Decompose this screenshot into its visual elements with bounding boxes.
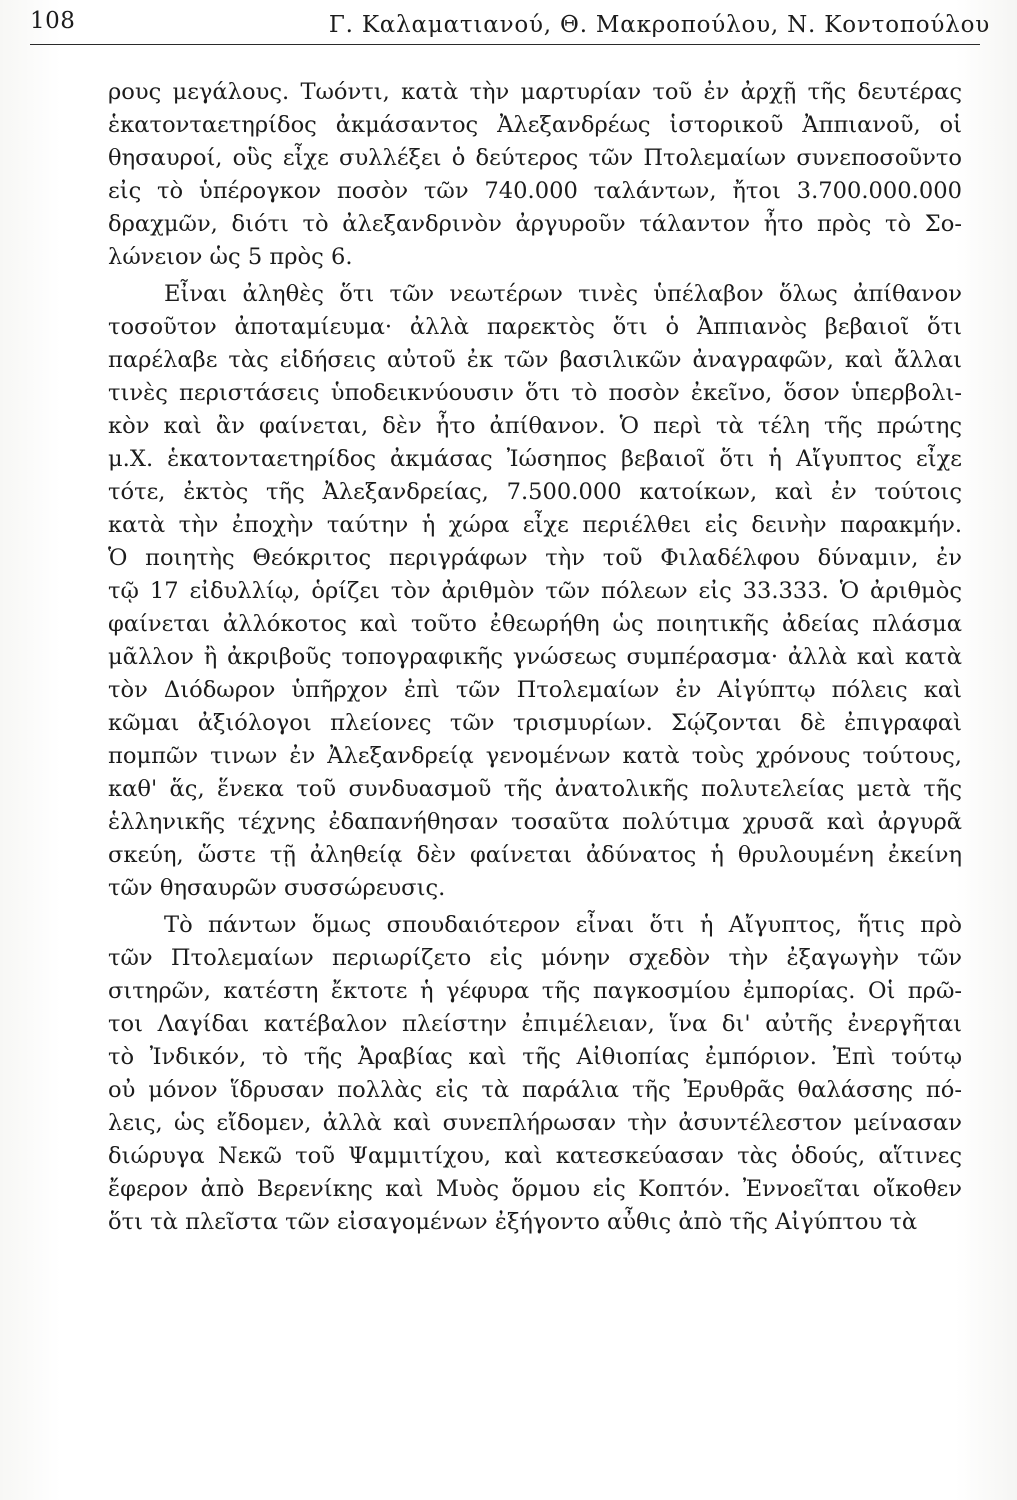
text-line: κῶμαι ἀξιόλογοι πλείονες τῶν τρισμυρίων. Σῴζονται δὲ ἐπιγραφαὶ <box>108 710 962 736</box>
text-line: ὅτι τὰ πλεῖστα τῶν εἰσαγομένων ἐξήγοντο αὖθις ἀπὸ τῆς Αἰγύπτου τὰ <box>108 1209 918 1235</box>
text-line: εἰς τὸ ὑπέρογκον ποσὸν τῶν 740.000 ταλάντων, ἤτοι 3.700.000.000 <box>108 178 962 204</box>
text-line: λεις, ὡς εἴδομεν, ἀλλὰ καὶ συνεπλήρωσαν τὴν ἀσυντέλεστον μείνασαν <box>108 1110 962 1136</box>
page-number: 108 <box>30 8 76 34</box>
text-line: μᾶλλον ἢ ἀκριβοῦς τοπογραφικῆς γνώσεως συμπέρασμα· ἀλλὰ καὶ κατὰ <box>108 644 962 670</box>
text-line: σκεύη, ὥστε τῇ ἀληθείᾳ δὲν φαίνεται ἀδύνατος ἡ θρυλουμένη ἐκείνη <box>108 842 962 868</box>
text-line: σιτηρῶν, κατέστη ἔκτοτε ἡ γέφυρα τῆς παγκοσμίου ἐμπορίας. Οἱ πρῶ- <box>108 978 962 1004</box>
text-line: θησαυροί, οὓς εἶχε συλλέξει ὁ δεύτερος τῶν Πτολεμαίων συνεποσοῦντο <box>108 145 962 171</box>
text-line: τὸν Διόδωρον ὑπῆρχον ἐπὶ τῶν Πτολεμαίων ἐν Αἰγύπτῳ πόλεις καὶ <box>108 677 962 703</box>
text-line: δραχμῶν, διότι τὸ ἀλεξανδρινὸν ἀργυροῦν τάλαντον ἦτο πρὸς τὸ Σο- <box>108 211 962 237</box>
text-line: τῷ 17 εἰδυλλίῳ, ὁρίζει τὸν ἀριθμὸν τῶν πόλεων εἰς 33.333. Ὁ ἀριθμὸς <box>108 578 962 604</box>
text-line: παρέλαβε τὰς εἰδήσεις αὐτοῦ ἐκ τῶν βασιλικῶν ἀναγραφῶν, καὶ ἄλλαι <box>108 347 962 373</box>
paragraph <box>108 909 962 1239</box>
header-rule <box>30 44 980 45</box>
text-line: κατὰ τὴν ἐποχὴν ταύτην ἡ χώρα εἶχε περιέλθει εἰς δεινὴν παρακμήν. <box>108 512 962 538</box>
text-line: Τὸ πάντων ὅμως σπουδαιότερον εἶναι ὅτι ἡ Αἴγυπτος, ἥτις πρὸ <box>164 912 962 938</box>
text-line: τῶν θησαυρῶν συσσώρευσις. <box>108 875 446 901</box>
body-text <box>108 76 962 1239</box>
text-line: τινὲς περιστάσεις ὑποδεικνύουσιν ὅτι τὸ ποσὸν ἐκεῖνο, ὅσον ὑπερβολι- <box>108 380 962 406</box>
text-line: τοι Λαγίδαι κατέβαλον πλείστην ἐπιμέλειαν, ἵνα δι' αὐτῆς ἐνεργῆται <box>108 1011 962 1037</box>
text-line: τότε, ἐκτὸς τῆς Ἀλεξανδρείας, 7.500.000 κατοίκων, καὶ ἐν τούτοις <box>108 479 962 505</box>
text-line: τὸ Ἰνδικόν, τὸ τῆς Ἀραβίας καὶ τῆς Αἰθιοπίας ἐμπόριον. Ἐπὶ τούτῳ <box>108 1044 962 1070</box>
text-line: φαίνεται ἀλλόκοτος καὶ τοῦτο ἐθεωρήθη ὡς ποιητικῆς ἀδείας πλάσμα <box>108 611 962 637</box>
text-line: Ὁ ποιητὴς Θεόκριτος περιγράφων τὴν τοῦ Φιλαδέλφου δύναμιν, ἐν <box>108 545 962 571</box>
text-line: κὸν καὶ ἂν φαίνεται, δὲν ἦτο ἀπίθανον. Ὁ περὶ τὰ τέλη τῆς πρώτης <box>108 413 962 439</box>
text-line: λώνειον ὡς 5 πρὸς 6. <box>108 244 353 270</box>
paragraph <box>108 76 962 274</box>
text-line: μ.Χ. ἑκατονταετηρίδος ἀκμάσας Ἰώσηπος βεβαιοῖ ὅτι ἡ Αἴγυπτος εἶχε <box>108 446 962 472</box>
text-line: ἑκατονταετηρίδος ἀκμάσαντος Ἀλεξανδρέως ἱστορικοῦ Ἀππιανοῦ, οἱ <box>108 112 962 138</box>
text-line: Εἶναι ἀληθὲς ὅτι τῶν νεωτέρων τινὲς ὑπέλαβον ὅλως ἀπίθανον <box>164 281 962 307</box>
text-line: ἔφερον ἀπὸ Βερενίκης καὶ Μυὸς ὅρμου εἰς Κοπτόν. Ἐννοεῖται οἴκοθεν <box>108 1176 962 1202</box>
text-line: οὐ μόνον ἵδρυσαν πολλὰς εἰς τὰ παράλια τῆς Ἐρυθρᾶς θαλάσσης πό- <box>108 1077 962 1103</box>
text-line: διώρυγα Νεκῶ τοῦ Ψαμμιτίχου, καὶ κατεσκεύασαν τὰς ὁδούς, αἵτινες <box>108 1143 962 1169</box>
running-head-authors: Γ. Καλαματιανού, Θ. Μακροπούλου, Ν. Κοντοπούλου <box>328 12 990 38</box>
paragraph <box>108 278 962 905</box>
text-line: καθ' ἅς, ἕνεκα τοῦ συνδυασμοῦ τῆς ἀνατολικῆς πολυτελείας μετὰ τῆς <box>108 776 962 802</box>
text-line: τῶν Πτολεμαίων περιωρίζετο εἰς μόνην σχεδὸν τὴν ἐξαγωγὴν τῶν <box>108 945 962 971</box>
text-line: πομπῶν τινων ἐν Ἀλεξανδρείᾳ γενομένων κατὰ τοὺς χρόνους τούτους, <box>108 743 962 769</box>
text-line: ρους μεγάλους. Τωόντι, κατὰ τὴν μαρτυρίαν τοῦ ἐν ἀρχῇ τῆς δευτέρας <box>108 79 962 105</box>
text-line: τοσοῦτον ἀποταμίευμα· ἀλλὰ παρεκτὸς ὅτι ὁ Ἀππιανὸς βεβαιοῖ ὅτι <box>108 314 962 340</box>
text-line: ἑλληνικῆς τέχνης ἐδαπανήθησαν τοσαῦτα πολύτιμα χρυσᾶ καὶ ἀργυρᾶ <box>108 809 962 835</box>
running-head <box>30 6 990 46</box>
